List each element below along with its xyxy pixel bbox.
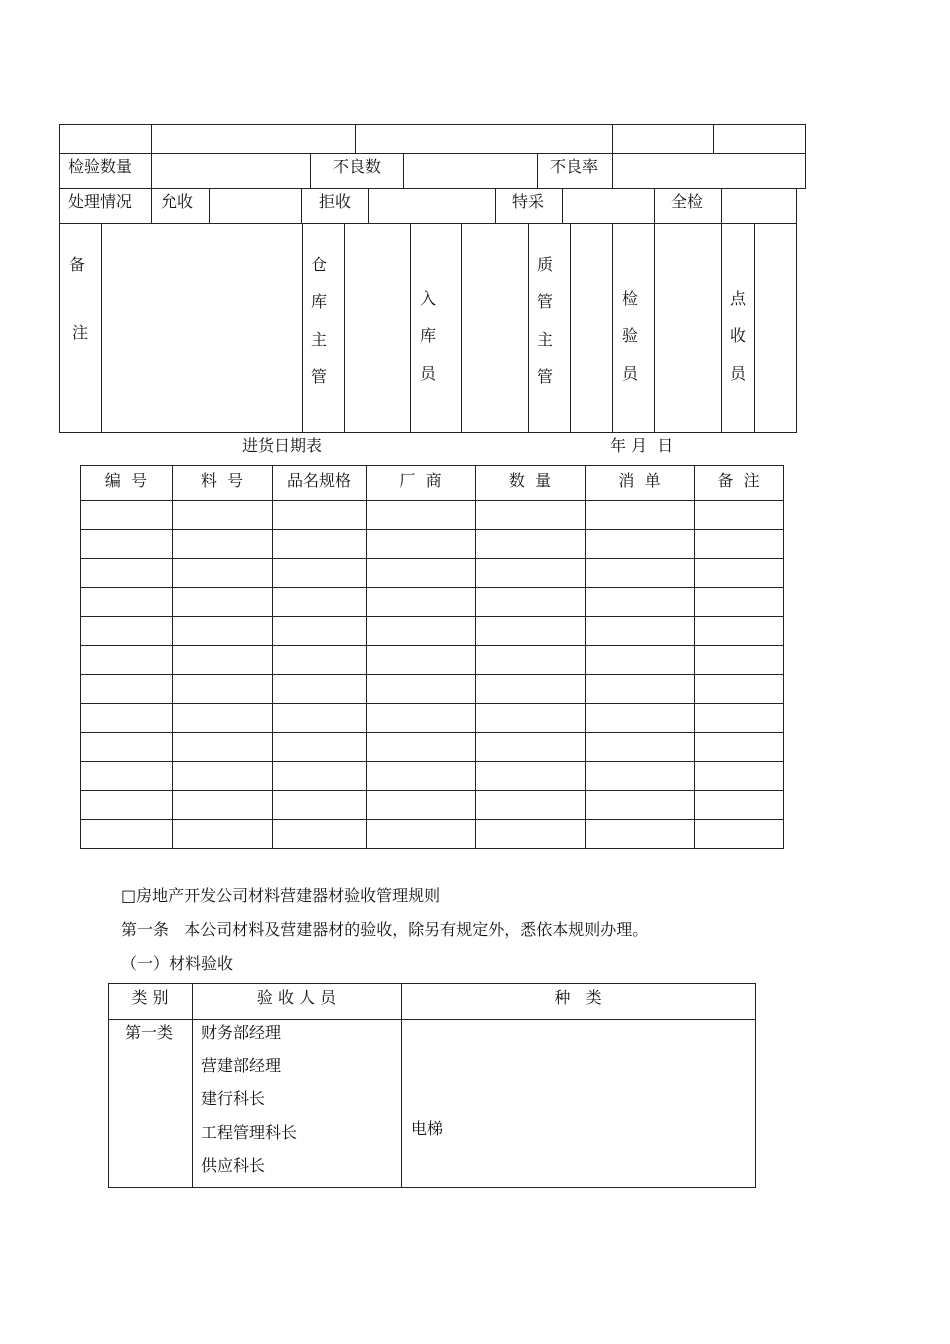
date-table-border-right: [783, 465, 784, 849]
personnel-table-border-bottom: [108, 1187, 756, 1188]
form-rule: [713, 124, 714, 154]
defect-rate-label: 不良率: [550, 157, 599, 176]
table-row-rule: [80, 732, 784, 733]
column-header-personnel: 验 收 人 员: [256, 988, 337, 1007]
form-rule: [612, 153, 613, 189]
form-rule: [410, 223, 411, 433]
form-rule: [59, 153, 805, 154]
reject-label: 拒收: [319, 192, 352, 211]
form-rule: [344, 223, 345, 433]
table-row-rule: [80, 558, 784, 559]
form-rule: [310, 153, 311, 189]
column-header-number: 编 号: [104, 471, 148, 490]
form-rule: [562, 188, 563, 224]
date-table-col-rule: [272, 465, 273, 849]
defect-qty-label: 不良数: [333, 157, 382, 176]
table-row-rule: [80, 674, 784, 675]
form-rule: [59, 223, 797, 224]
personnel-item: 工程管理科长: [201, 1123, 298, 1142]
form-rule: [59, 188, 805, 189]
date-table-col-rule: [172, 465, 173, 849]
column-header-quantity: 数 量: [508, 471, 552, 490]
personnel-item: 营建部经理: [201, 1056, 282, 1075]
table-row-rule: [80, 819, 784, 820]
form-rule: [528, 223, 529, 433]
date-table-border-left: [80, 465, 81, 849]
column-header-remarks: 备 注: [717, 471, 760, 490]
personnel-table-col-rule: [192, 983, 193, 1188]
special-purchase-label: 特采: [512, 192, 545, 211]
form-rule: [368, 188, 369, 224]
column-header-part-no: 料 号: [200, 471, 244, 490]
personnel-table-col-rule: [401, 983, 402, 1188]
form-border-left: [59, 124, 60, 433]
table-row-rule: [80, 645, 784, 646]
form-rule: [612, 223, 613, 433]
date-table-col-rule: [694, 465, 695, 849]
column-header-clear: 消 单: [618, 471, 661, 490]
table-row-rule: [80, 616, 784, 617]
form-border-top: [59, 124, 805, 125]
column-header-category: 类 别: [131, 988, 169, 1007]
type-cell: 电梯: [411, 1119, 444, 1138]
table-row-rule: [80, 529, 784, 530]
column-header-type: 种 类: [554, 988, 602, 1007]
form-border-bottom: [59, 432, 797, 433]
form-rule: [302, 223, 303, 433]
date-label: 年 月 日: [610, 436, 674, 455]
article-1: 第一条 本公司材料及营建器材的验收，除另有规定外，悉依本规则办理。: [121, 920, 649, 939]
form-border-right: [796, 188, 797, 433]
section-material-inspection: （一）材料验收: [121, 954, 234, 973]
table-row-rule: [80, 703, 784, 704]
form-rule: [301, 188, 302, 224]
form-rule: [654, 223, 655, 433]
inspect-qty-label: 检验数量: [68, 157, 133, 176]
form-rule: [151, 153, 152, 189]
handling-label: 处理情况: [68, 192, 133, 211]
date-table-header-rule: [80, 500, 784, 501]
form-border-right: [805, 124, 806, 189]
column-header-spec: 品名规格: [286, 471, 351, 490]
date-table-col-rule: [475, 465, 476, 849]
form-rule: [461, 223, 462, 433]
personnel-item: 财务部经理: [201, 1023, 282, 1042]
form-rule: [654, 188, 655, 224]
personnel-table-border-right: [755, 983, 756, 1188]
table-row-rule: [80, 761, 784, 762]
table-row-rule: [80, 848, 784, 849]
form-rule: [721, 223, 722, 433]
date-table-col-rule: [366, 465, 367, 849]
table-row-rule: [80, 587, 784, 588]
form-rule: [495, 188, 496, 224]
form-rule: [612, 124, 613, 154]
personnel-table-border-left: [108, 983, 109, 1188]
personnel-table-border-top: [108, 983, 756, 984]
form-rule: [151, 188, 152, 224]
date-table-border-top: [80, 465, 784, 466]
form-rule: [721, 188, 722, 224]
form-rule: [209, 188, 210, 224]
personnel-table-header-rule: [108, 1019, 756, 1020]
full-inspection-label: 全检: [671, 192, 704, 211]
personnel-item: 建行科长: [201, 1089, 266, 1108]
rules-heading: □房地产开发公司材料营建器材验收管理规则: [121, 886, 441, 905]
form-rule: [754, 223, 755, 433]
column-header-vendor: 厂 商: [399, 471, 442, 490]
accept-label: 允收: [161, 192, 194, 211]
form-rule: [355, 124, 356, 154]
date-table-col-rule: [585, 465, 586, 849]
form-rule: [101, 223, 102, 433]
personnel-item: 供应科长: [201, 1156, 266, 1175]
form-rule: [151, 124, 152, 154]
form-rule: [570, 223, 571, 433]
date-table-title: 进货日期表: [242, 436, 323, 455]
form-rule: [537, 153, 538, 189]
category-cell: 第一类: [125, 1023, 174, 1042]
table-row-rule: [80, 790, 784, 791]
form-rule: [403, 153, 404, 189]
